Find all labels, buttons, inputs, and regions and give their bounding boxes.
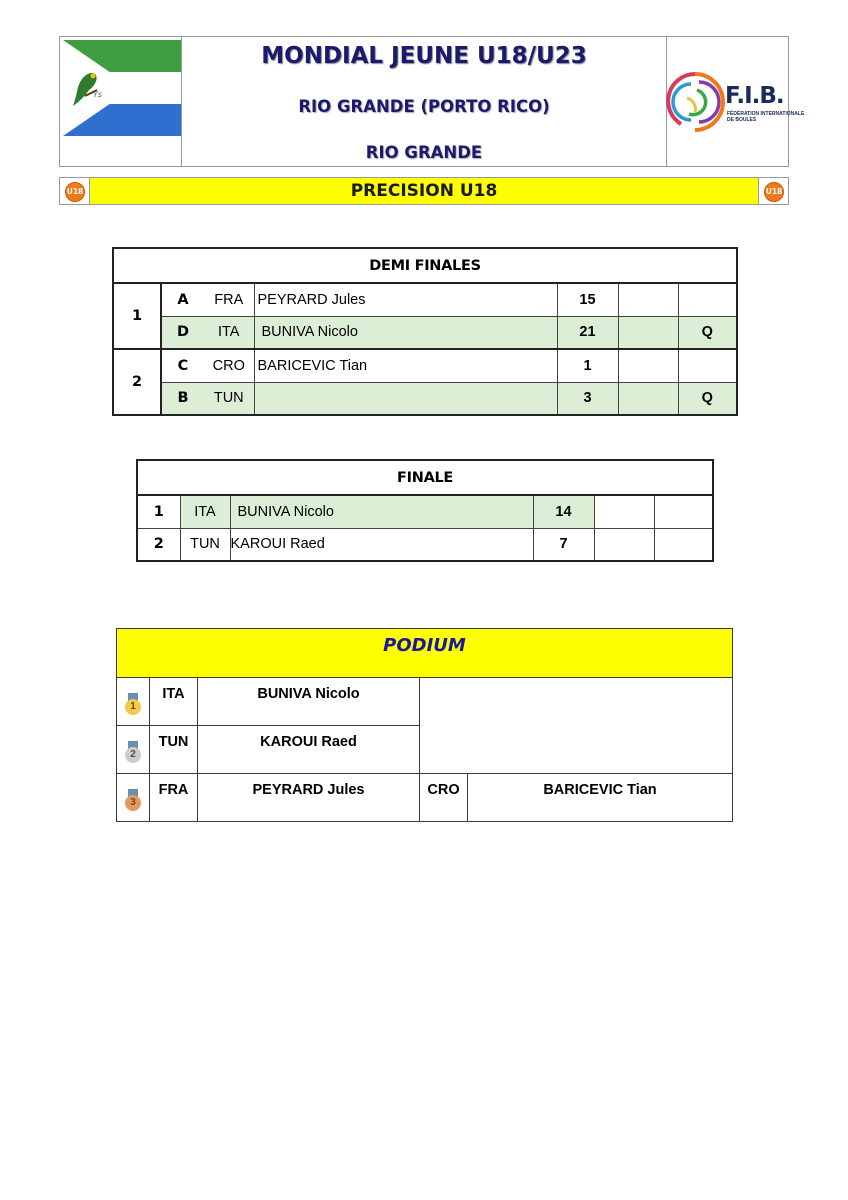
player-country: CRO [204,349,254,382]
equatorial-flag-icon [63,40,181,136]
u18-badge-right [758,177,789,205]
podium-country: ITA [150,678,198,726]
podium-name: KAROUI Raed [198,726,420,774]
empty-cell [618,382,678,415]
podium-country: CRO [420,774,468,822]
player-score: 21 [557,316,618,349]
final-name: BUNIVA Nicolo [230,495,533,528]
qualified-mark [678,349,737,382]
final-country: ITA [180,495,230,528]
podium-title: PODIUM [117,629,733,678]
fib-logo-sub2: DE BOULES [727,117,757,123]
final-title: FINALE [137,460,713,495]
podium-country: FRA [150,774,198,822]
player-letter: D [161,316,204,349]
u18-badge-left [59,177,90,205]
fib-logo [666,37,805,166]
empty-cell [654,495,713,528]
group-number: 2 [113,349,161,415]
final-name: KAROUI Raed [230,528,533,561]
fib-logo-icon [671,70,721,134]
qualified-mark: Q [678,316,737,349]
podium-name: BUNIVA Nicolo [198,678,420,726]
player-country: ITA [204,316,254,349]
final-score: 7 [533,528,594,561]
podium-name: PEYRARD Jules [198,774,420,822]
medal-cell [117,774,150,822]
u18-badge-icon: U18 [764,182,784,202]
empty-podium-area [420,678,733,774]
player-score: 3 [557,382,618,415]
qualified-mark: Q [701,390,713,407]
semifinal-title: DEMI FINALES [113,248,737,283]
podium-table [116,628,733,822]
player-name: PEYRARD Jules [254,283,557,316]
podium-country: TUN [150,726,198,774]
category-label: PRECISION U18 [90,177,758,205]
category-bar [59,177,789,205]
player-score: 15 [557,283,618,316]
player-letter: C [161,349,204,382]
player-name: BARICEVIC Tian [254,349,557,382]
flag-cell [60,37,182,166]
svg-text:Ys: Ys [93,90,103,99]
event-header [59,36,805,167]
empty-cell [594,495,654,528]
player-letter: A [161,283,204,316]
event-title: MONDIAL JEUNE U18/U23 [261,43,587,69]
final-rank: 2 [137,528,180,561]
silver-medal-icon: 2 [125,741,141,765]
fib-logo-sub1: FÉDÉRATION INTERNATIONALE [727,111,805,117]
semifinal-table [112,247,738,416]
event-city: RIO GRANDE [365,143,483,162]
final-country: TUN [190,536,220,553]
empty-cell [618,283,678,316]
u18-badge-icon: U18 [65,182,85,202]
fib-logo-text: F.I.B. [725,83,784,109]
player-country: FRA [204,283,254,316]
empty-cell [594,528,654,561]
final-score: 14 [533,495,594,528]
player-name: BUNIVA Nicolo [254,316,557,349]
podium-name: BARICEVIC Tian [468,774,733,822]
player-name [254,382,557,415]
group-number: 1 [113,283,161,349]
qualified-mark [678,283,737,316]
final-rank: 1 [137,495,180,528]
player-score: 1 [557,349,618,382]
player-letter: B [177,390,189,407]
final-table [136,459,714,562]
event-subtitle: RIO GRANDE (PORTO RICO) [298,97,550,116]
empty-cell [618,316,678,349]
gold-medal-icon: 1 [125,693,141,717]
empty-cell [618,349,678,382]
medal-cell [117,726,150,774]
bronze-medal-icon: 3 [125,789,141,813]
player-country: TUN [213,390,244,407]
empty-cell [654,528,713,561]
medal-cell [117,678,150,726]
